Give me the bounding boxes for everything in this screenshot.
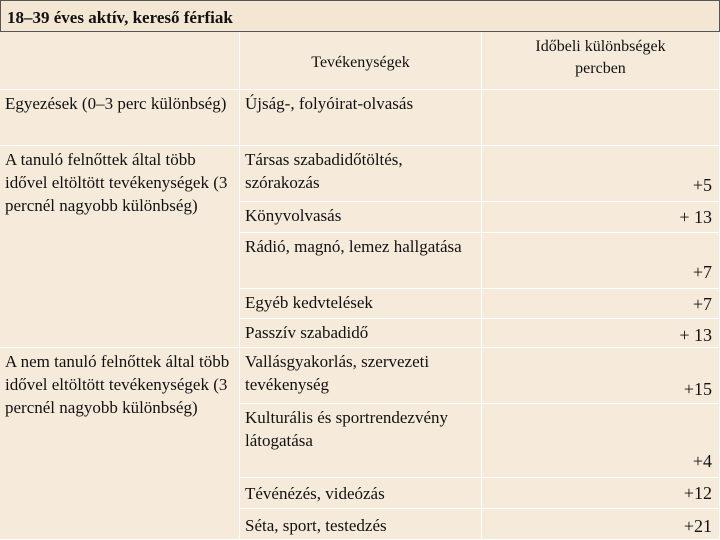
table-title: 18–39 éves aktív, kereső férfiak [0, 0, 720, 32]
table-row-activity: Rádió, magnó, lemez hallgatása [240, 233, 482, 289]
table-row-activity: Kulturális és sportrendezvény látogatása [240, 404, 482, 478]
table-row-activity: Passzív szabadidő [240, 319, 482, 348]
header-activities-label: Tevékenységek [311, 54, 410, 71]
header-empty-cell [0, 32, 240, 90]
header-difference [482, 32, 720, 90]
group-label-nonlearners-more: A nem tanuló felnőttek által több idővel eltöltött tevékenységek (3 percnél nagyobb különbség) [0, 348, 240, 540]
table-row-diff: + 13 [482, 319, 720, 348]
table-row-diff [482, 90, 720, 146]
table-row-diff: +12 [482, 478, 720, 509]
table-row-diff: + 13 [482, 202, 720, 233]
table-row-activity: Tévénézés, videózás [240, 478, 482, 509]
group-label-learners-more: A tanuló felnőttek által több idővel eltöltött tevékenységek (3 percnél nagyobb különbség) [0, 146, 240, 348]
table-row-activity: Könyvolvasás [240, 202, 482, 233]
table-row-activity: Séta, sport, testedzés [240, 509, 482, 540]
table-row-diff: +7 [482, 289, 720, 319]
group-label-agreements: Egyezések (0–3 perc különbség) [0, 90, 240, 146]
table-row-diff: +4 [482, 404, 720, 478]
table-row-diff: +15 [482, 348, 720, 404]
table-row-activity: Egyéb kedvtelések [240, 289, 482, 319]
header-activities [240, 32, 482, 90]
table-row-diff: +7 [482, 233, 720, 289]
table-row-activity: Vallásgyakorlás, szervezeti tevékenység [240, 348, 482, 404]
table-row-activity: Társas szabadidőtöltés, szórakozás [240, 146, 482, 202]
table-row-diff: +21 [482, 509, 720, 540]
table-row-activity: Újság-, folyóirat-olvasás [240, 90, 482, 146]
header-difference-label: Időbeli különbségek percben [535, 38, 666, 77]
table-row-diff: +5 [482, 146, 720, 202]
